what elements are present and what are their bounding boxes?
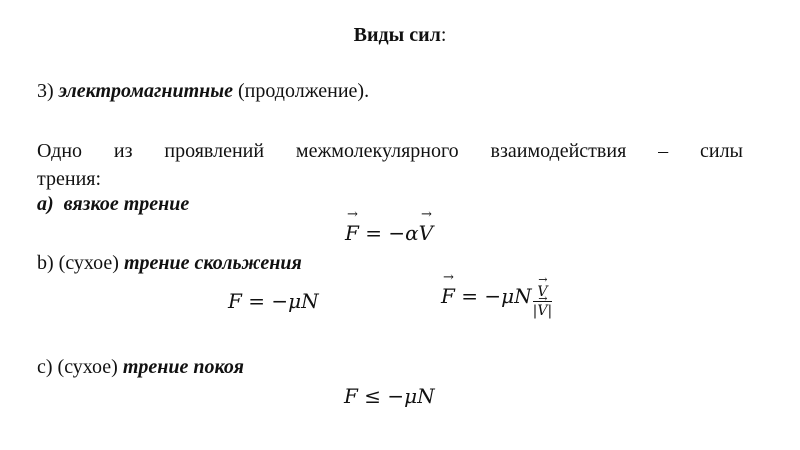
item-c-label: c) (сухое)	[37, 356, 123, 378]
heading-rest: (продолжение).	[233, 80, 370, 102]
formula-sliding-vector-eq: = −	[454, 284, 502, 308]
formula-static	[344, 384, 435, 408]
formula-viscous-force: F →	[345, 221, 359, 245]
item-b	[37, 252, 302, 275]
formula-sliding-scalar-force: F	[228, 289, 242, 313]
fraction-bar-right: |	[547, 303, 553, 319]
item-b-label: b) (сухое)	[37, 252, 124, 274]
intro-line-2: трения:	[37, 168, 102, 190]
item-a-label: a)	[37, 193, 54, 215]
fraction-denominator-velocity: V →	[537, 303, 547, 319]
formula-sliding-scalar-eq: = −	[241, 289, 289, 313]
formula-sliding-vector	[441, 276, 552, 319]
heading-electromagnetic	[37, 80, 369, 103]
formula-sliding-scalar-coef: μN	[288, 289, 319, 313]
item-a	[37, 193, 189, 216]
formula-viscous-coef: α	[405, 221, 419, 245]
heading-emphasis: электромагнитные	[58, 80, 234, 102]
fraction-bar-left: |	[532, 303, 538, 319]
heading-number: 3)	[37, 80, 59, 102]
formula-sliding-scalar	[228, 289, 319, 313]
formula-viscous	[345, 221, 433, 245]
title-text: Виды сил	[353, 24, 441, 46]
formula-viscous-velocity: V →	[419, 221, 433, 245]
intro-line-1: Одно из проявлений межмолекулярного взаимодействия – силы	[37, 140, 743, 162]
item-c-text: трение покоя	[122, 356, 244, 378]
fraction-denominator	[533, 302, 553, 319]
formula-viscous-eq: = −	[358, 221, 406, 245]
item-b-text: трение скольжения	[123, 252, 302, 274]
formula-sliding-vector-coef: μN	[501, 284, 532, 308]
formula-static-coef: μN	[404, 384, 435, 408]
fraction-numerator-velocity: V →	[537, 284, 547, 300]
formula-static-eq: ≤ −	[357, 384, 405, 408]
item-a-text: вязкое трение	[63, 193, 190, 215]
formula-static-force: F	[344, 384, 358, 408]
item-c	[37, 356, 244, 379]
title-colon: :	[440, 24, 447, 46]
velocity-unit-fraction	[533, 276, 553, 319]
slide-title	[0, 24, 800, 47]
formula-sliding-vector-force: F →	[441, 284, 455, 308]
intro-paragraph	[37, 137, 743, 193]
